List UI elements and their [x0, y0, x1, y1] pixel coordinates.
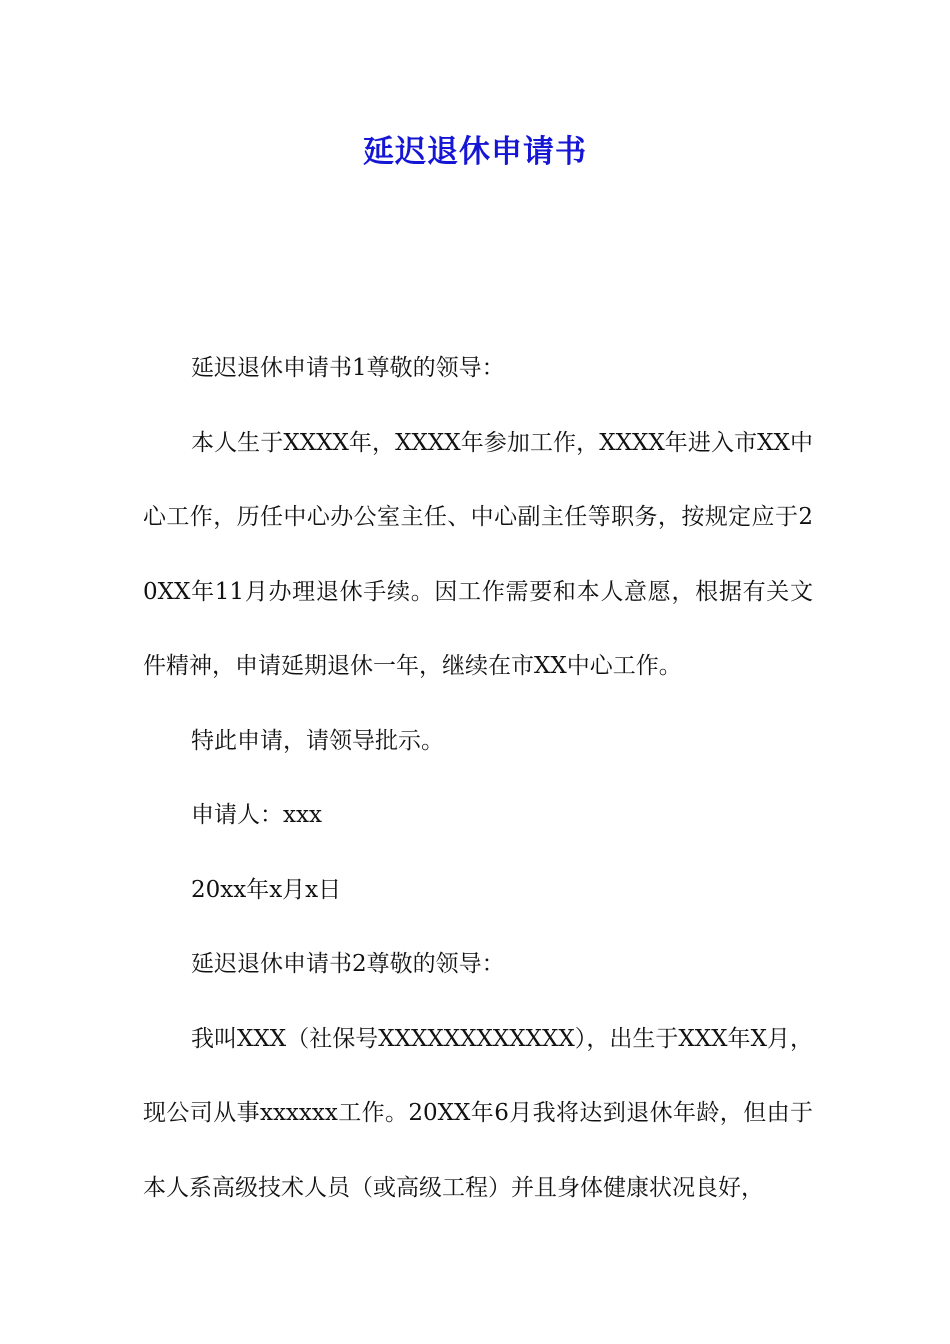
document-title: 延迟退休申请书 — [363, 134, 587, 170]
paragraph-body-1: 本人生于XXXX年，XXXX年参加工作，XXXX年进入市XX中心工作，历任中心办公室主任、中心副主任等职务，按规定应于20XX年11月办理退休手续。因工作需要和本人意愿，根据有关文件精神，申请延期退休一年，继续在市XX中心工作。 — [143, 429, 813, 679]
paragraph-request-closing: 特此申请，请领导批示。 — [191, 727, 444, 754]
paragraph-body-2: 我叫XXX（社保号XXXXXXXXXXXX），出生于XXX年X月，现公司从事xxxxxx工作。20XX年6月我将达到退休年龄，但由于本人系高级技术人员（或高级工程）并且身体健康状况良好， — [143, 1025, 813, 1201]
paragraph-salutation-2: 延迟退休申请书2尊敬的领导： — [191, 951, 505, 977]
document-body — [143, 331, 813, 1225]
paragraph-applicant: 申请人：xxx — [191, 802, 322, 828]
paragraph-date: 20xx年x月x日 — [191, 876, 342, 903]
paragraph-salutation-1: 延迟退休申请书1尊敬的领导： — [191, 355, 505, 381]
